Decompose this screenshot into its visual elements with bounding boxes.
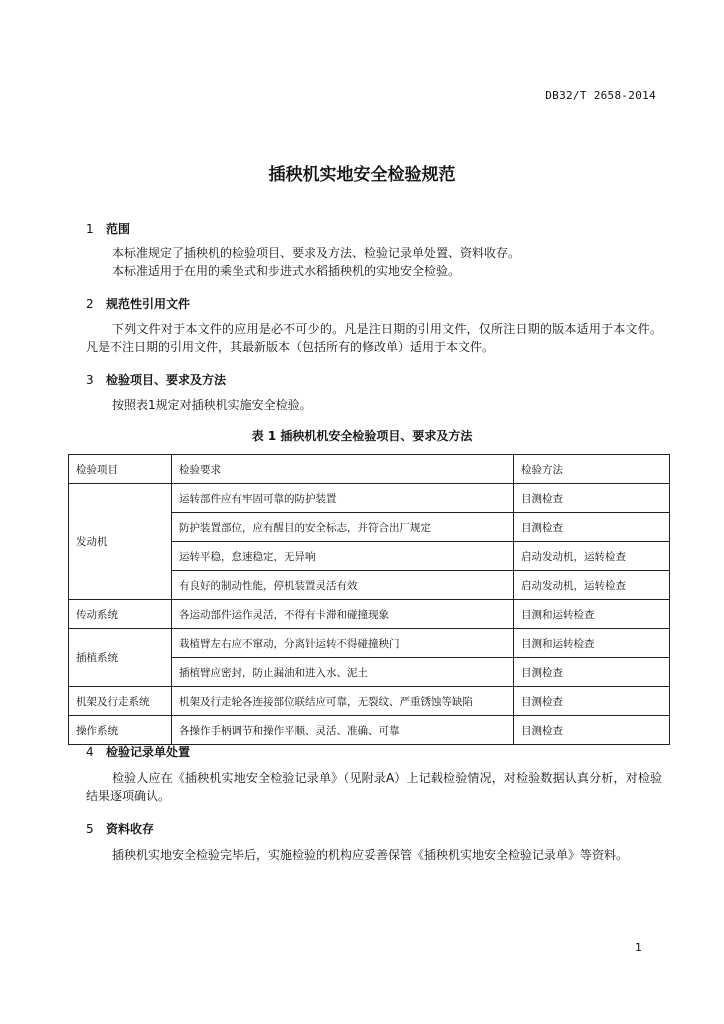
method-cell: 目测检查 [514, 513, 670, 542]
table-row [69, 629, 670, 658]
section-number: 5 [86, 822, 94, 836]
table-header-row [69, 455, 670, 484]
section-1-paragraph-2: 本标准适用于在用的乘坐式和步进式水稻插秧机的实地安全检验。 [112, 264, 461, 278]
document-code: DB32/T 2658-2014 [545, 89, 656, 102]
header-cell: 检验方法 [514, 455, 670, 484]
section-number: 1 [86, 222, 94, 236]
item-cell: 机架及行走系统 [69, 687, 172, 716]
section-1-paragraph-1: 本标准规定了插秧机的检验项目、要求及方法、检验记录单处置、资料收存。 [112, 246, 521, 260]
requirement-cell: 各操作手柄调节和操作平顺、灵活、准确、可靠 [172, 716, 514, 745]
section-5-heading [86, 820, 154, 837]
method-cell: 目测检查 [514, 484, 670, 513]
section-1-heading [86, 220, 130, 237]
section-5-paragraph: 插秧机实地安全检验完毕后，实施检验的机构应妥善保管《插秧机实地安全检验记录单》等资料。 [112, 848, 629, 862]
item-cell: 发动机 [69, 484, 172, 600]
section-number: 3 [86, 373, 94, 387]
page-number: 1 [635, 941, 642, 954]
section-title: 规范性引用文件 [106, 297, 191, 311]
table-row [69, 687, 670, 716]
requirement-cell: 机架及行走轮各连接部位联结应可靠，无裂纹、严重锈蚀等缺陷 [172, 687, 514, 716]
header-cell: 检验要求 [172, 455, 514, 484]
method-cell: 目测检查 [514, 716, 670, 745]
table-caption: 表 1 插秧机机安全检验项目、要求及方法 [251, 429, 473, 443]
requirement-cell: 防护装置部位，应有醒目的安全标志，并符合出厂规定 [172, 513, 514, 542]
requirement-cell: 各运动部件运作灵活，不得有卡滞和碰撞现象 [172, 600, 514, 629]
section-number: 4 [86, 745, 94, 759]
section-title: 范围 [106, 222, 131, 236]
item-cell: 传动系统 [69, 600, 172, 629]
table-row [69, 716, 670, 745]
section-2-paragraph: 下列文件对于本文件的应用是必不可少的。凡是注日期的引用文件，仅所注日期的版本适用于本文件。凡是不注日期的引用文件，其最新版本（包括所有的修改单）适用于本文件。 [86, 322, 662, 354]
table-row [69, 600, 670, 629]
method-cell: 目测和运转检查 [514, 629, 670, 658]
method-cell: 目测和运转检查 [514, 600, 670, 629]
section-4-heading [86, 743, 190, 760]
section-title: 检验记录单处置 [106, 745, 191, 759]
section-number: 2 [86, 297, 94, 311]
inspection-table [68, 454, 670, 745]
section-4-paragraph: 检验人应在《插秧机实地安全检验记录单》（见附录A）上记载检验情况，对检验数据认真分析，对检验结果逐项确认。 [86, 771, 662, 803]
section-3-heading [86, 371, 226, 388]
requirement-cell: 运转平稳，怠速稳定，无异响 [172, 542, 514, 571]
header-cell: 检验项目 [69, 455, 172, 484]
section-2-heading [86, 295, 190, 312]
requirement-cell: 有良好的制动性能，停机装置灵活有效 [172, 571, 514, 600]
requirement-cell: 栽植臂左右应不窜动，分离针运转不得碰撞秧门 [172, 629, 514, 658]
method-cell: 目测检查 [514, 687, 670, 716]
item-cell: 操作系统 [69, 716, 172, 745]
table-row [69, 484, 670, 513]
section-3-paragraph: 按照表1规定对插秧机实施安全检验。 [112, 398, 312, 412]
item-cell: 插植系统 [69, 629, 172, 687]
requirement-cell: 运转部件应有牢固可靠的防护装置 [172, 484, 514, 513]
method-cell: 启动发动机，运转检查 [514, 542, 670, 571]
page-title: 插秧机实地安全检验规范 [268, 165, 456, 185]
method-cell: 启动发动机，运转检查 [514, 571, 670, 600]
requirement-cell: 插植臂应密封，防止漏油和进入水、泥土 [172, 658, 514, 687]
method-cell: 目测检查 [514, 658, 670, 687]
section-title: 资料收存 [106, 822, 155, 836]
section-title: 检验项目、要求及方法 [106, 373, 227, 387]
